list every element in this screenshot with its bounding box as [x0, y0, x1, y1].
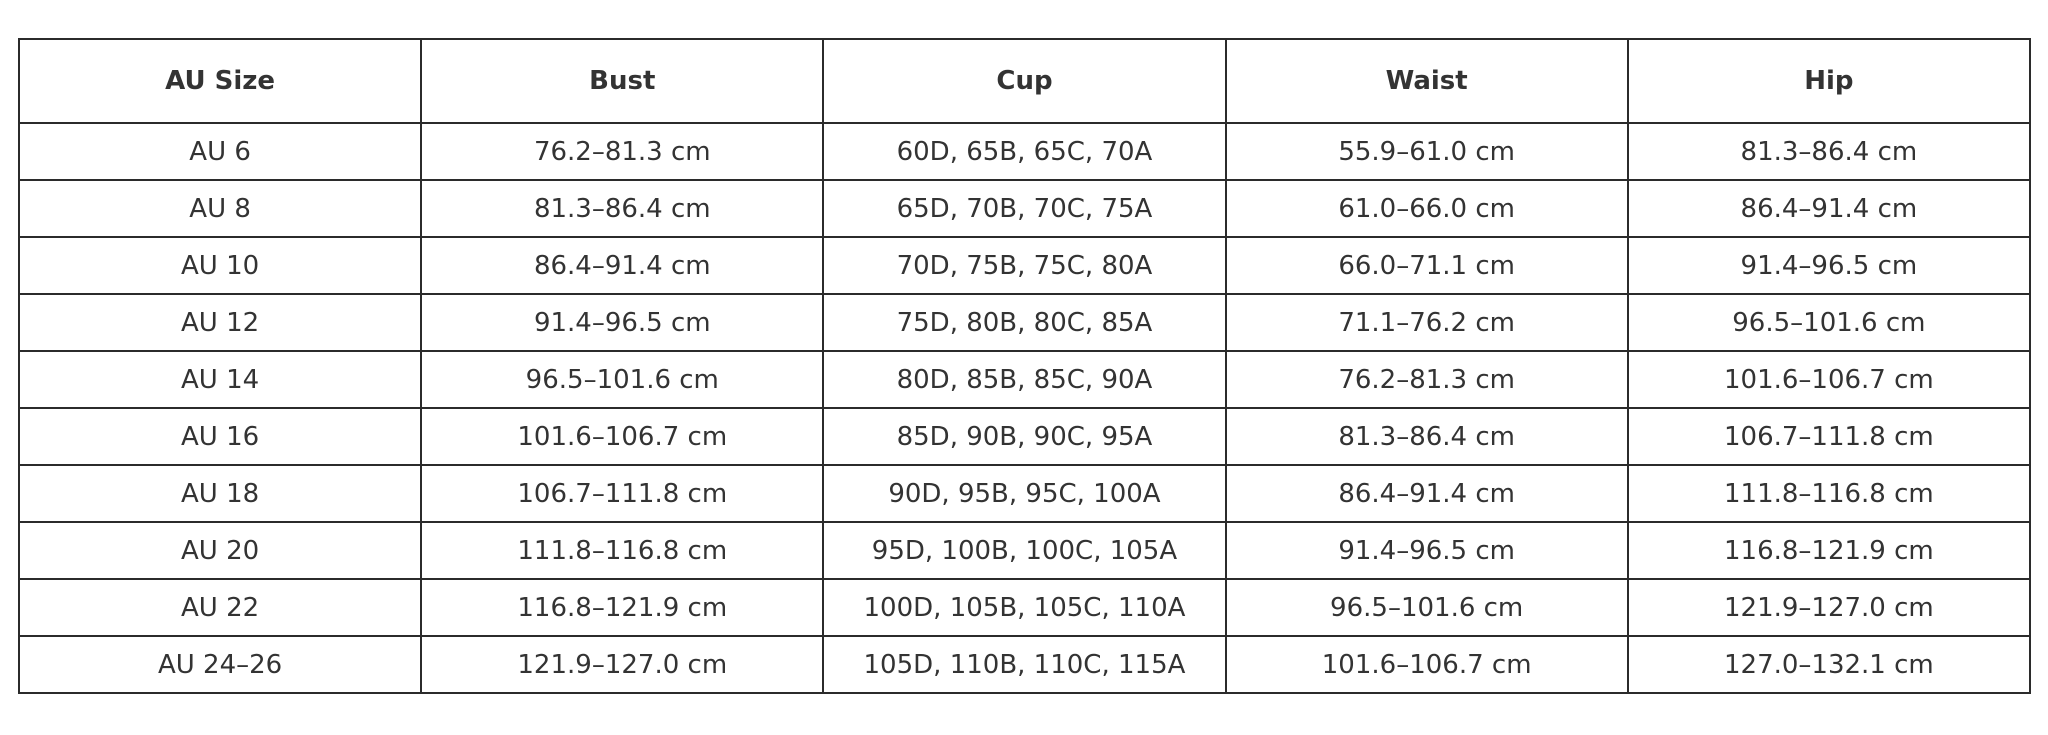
- cell-cup: 85D, 90B, 90C, 95A: [823, 408, 1225, 465]
- cell-cup: 105D, 110B, 110C, 115A: [823, 636, 1225, 693]
- cell-au-size: AU 18: [19, 465, 421, 522]
- cell-bust: 91.4–96.5 cm: [421, 294, 823, 351]
- cell-cup: 80D, 85B, 85C, 90A: [823, 351, 1225, 408]
- cell-waist: 66.0–71.1 cm: [1226, 237, 1628, 294]
- table-header: [19, 39, 2030, 123]
- cell-au-size: AU 6: [19, 123, 421, 180]
- cell-au-size: AU 24–26: [19, 636, 421, 693]
- cell-hip: 106.7–111.8 cm: [1628, 408, 2030, 465]
- cell-bust: 111.8–116.8 cm: [421, 522, 823, 579]
- cell-au-size: AU 22: [19, 579, 421, 636]
- header-row: [19, 39, 2030, 123]
- table-row: [19, 351, 2030, 408]
- cell-bust: 76.2–81.3 cm: [421, 123, 823, 180]
- cell-bust: 106.7–111.8 cm: [421, 465, 823, 522]
- cell-hip: 96.5–101.6 cm: [1628, 294, 2030, 351]
- cell-cup: 95D, 100B, 100C, 105A: [823, 522, 1225, 579]
- cell-waist: 101.6–106.7 cm: [1226, 636, 1628, 693]
- header-bust: Bust: [421, 39, 823, 123]
- cell-bust: 116.8–121.9 cm: [421, 579, 823, 636]
- header-cup: Cup: [823, 39, 1225, 123]
- cell-au-size: AU 10: [19, 237, 421, 294]
- cell-hip: 111.8–116.8 cm: [1628, 465, 2030, 522]
- cell-waist: 86.4–91.4 cm: [1226, 465, 1628, 522]
- cell-cup: 75D, 80B, 80C, 85A: [823, 294, 1225, 351]
- table-row: [19, 180, 2030, 237]
- cell-cup: 70D, 75B, 75C, 80A: [823, 237, 1225, 294]
- table-row: [19, 237, 2030, 294]
- table-row: [19, 465, 2030, 522]
- header-au-size: AU Size: [19, 39, 421, 123]
- table-row: [19, 408, 2030, 465]
- cell-cup: 65D, 70B, 70C, 75A: [823, 180, 1225, 237]
- cell-cup: 60D, 65B, 65C, 70A: [823, 123, 1225, 180]
- cell-au-size: AU 8: [19, 180, 421, 237]
- cell-cup: 100D, 105B, 105C, 110A: [823, 579, 1225, 636]
- cell-bust: 121.9–127.0 cm: [421, 636, 823, 693]
- cell-waist: 76.2–81.3 cm: [1226, 351, 1628, 408]
- table-row: [19, 636, 2030, 693]
- cell-hip: 86.4–91.4 cm: [1628, 180, 2030, 237]
- cell-au-size: AU 20: [19, 522, 421, 579]
- cell-au-size: AU 14: [19, 351, 421, 408]
- size-chart-table: [18, 38, 2031, 694]
- cell-waist: 81.3–86.4 cm: [1226, 408, 1628, 465]
- table-row: [19, 522, 2030, 579]
- cell-waist: 71.1–76.2 cm: [1226, 294, 1628, 351]
- table-body: [19, 123, 2030, 693]
- cell-bust: 96.5–101.6 cm: [421, 351, 823, 408]
- cell-waist: 61.0–66.0 cm: [1226, 180, 1628, 237]
- cell-bust: 101.6–106.7 cm: [421, 408, 823, 465]
- table-row: [19, 123, 2030, 180]
- cell-hip: 121.9–127.0 cm: [1628, 579, 2030, 636]
- cell-hip: 116.8–121.9 cm: [1628, 522, 2030, 579]
- cell-waist: 55.9–61.0 cm: [1226, 123, 1628, 180]
- cell-hip: 127.0–132.1 cm: [1628, 636, 2030, 693]
- cell-hip: 91.4–96.5 cm: [1628, 237, 2030, 294]
- header-waist: Waist: [1226, 39, 1628, 123]
- table-row: [19, 294, 2030, 351]
- cell-bust: 86.4–91.4 cm: [421, 237, 823, 294]
- cell-au-size: AU 16: [19, 408, 421, 465]
- cell-hip: 101.6–106.7 cm: [1628, 351, 2030, 408]
- cell-bust: 81.3–86.4 cm: [421, 180, 823, 237]
- cell-waist: 96.5–101.6 cm: [1226, 579, 1628, 636]
- cell-au-size: AU 12: [19, 294, 421, 351]
- header-hip: Hip: [1628, 39, 2030, 123]
- cell-hip: 81.3–86.4 cm: [1628, 123, 2030, 180]
- table-row: [19, 579, 2030, 636]
- cell-cup: 90D, 95B, 95C, 100A: [823, 465, 1225, 522]
- cell-waist: 91.4–96.5 cm: [1226, 522, 1628, 579]
